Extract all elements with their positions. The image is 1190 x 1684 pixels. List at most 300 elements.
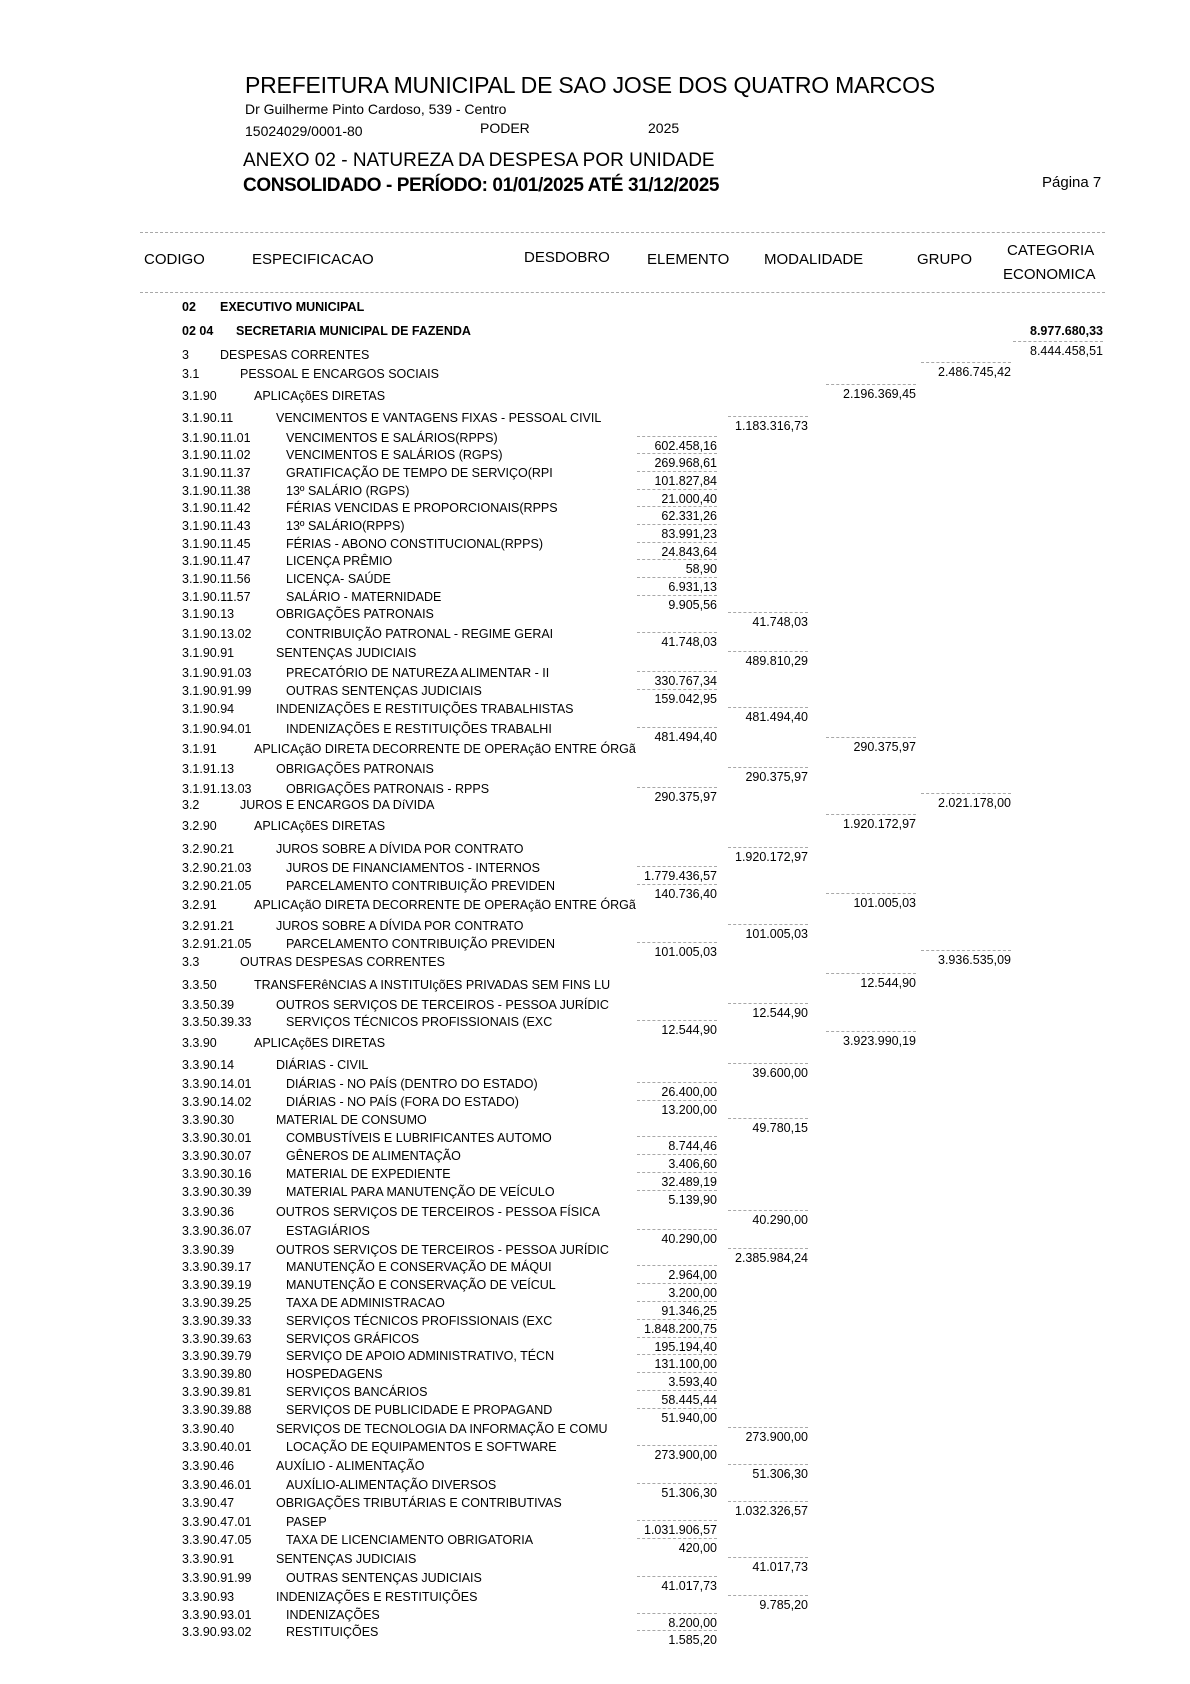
row-description: SALÁRIO - MATERNIDADE: [286, 590, 442, 604]
table-row: [0, 1440, 1190, 1458]
report-header-title: PREFEITURA MUNICIPAL DE SAO JOSE DOS QUATRO MARCOS: [245, 72, 935, 98]
col-header-codigo: CODIGO: [144, 251, 205, 268]
row-code: 3.2.91.21.05: [182, 937, 252, 951]
row-description: SERVIÇOS TÉCNICOS PROFISSIONAIS (EXC: [286, 1314, 553, 1328]
row-description: MATERIAL DE EXPEDIENTE: [286, 1167, 451, 1181]
amount-underline: [728, 767, 808, 768]
row-amount-ele: 39.600,00: [752, 1066, 808, 1080]
amount-underline: [728, 707, 808, 708]
row-amount-mod: 3.923.990,19: [843, 1034, 916, 1048]
row-description: VENCIMENTOS E SALÁRIOS(RPPS): [286, 431, 498, 445]
row-description: GÊNEROS DE ALIMENTAÇÃO: [286, 1149, 461, 1163]
row-description: DIÁRIAS - CIVIL: [276, 1058, 369, 1072]
row-amount-des: 273.900,00: [654, 1448, 717, 1462]
row-description: EXECUTIVO MUNICIPAL: [220, 300, 365, 314]
amount-underline: [728, 1063, 808, 1064]
table-row: [0, 411, 1190, 429]
table-row: [0, 1625, 1190, 1643]
table-row: [0, 1403, 1190, 1421]
amount-underline: [637, 1283, 717, 1284]
row-description: PRECATÓRIO DE NATUREZA ALIMENTAR - II: [286, 666, 550, 680]
row-description: APLICAçõES DIRETAS: [254, 1036, 386, 1050]
row-code: 3.1.90.11.42: [182, 501, 251, 515]
row-description: PESSOAL E ENCARGOS SOCIAIS: [240, 367, 439, 381]
row-description: INDENIZAÇÕES E RESTITUIÇÕES: [276, 1590, 478, 1604]
row-description: PASEP: [286, 1515, 327, 1529]
amount-underline: [728, 1210, 808, 1211]
row-description: OUTROS SERVIÇOS DE TERCEIROS - PESSOA JURÍDIC: [276, 1243, 609, 1257]
row-code: 3.3.90.39.19: [182, 1278, 252, 1292]
row-description: SERVIÇO DE APOIO ADMINISTRATIVO, TÉCN: [286, 1349, 555, 1363]
row-amount-des: 8.200,00: [668, 1616, 717, 1630]
row-description: FÉRIAS - ABONO CONSTITUCIONAL(RPPS): [286, 537, 543, 551]
amount-underline: [637, 489, 717, 490]
amount-underline: [637, 1100, 717, 1101]
row-code: 3.1.90.13.02: [182, 627, 252, 641]
amount-underline: [637, 1229, 717, 1230]
header-divider-top: [140, 232, 1105, 233]
table-row: [0, 448, 1190, 466]
table-row: [0, 1149, 1190, 1167]
table-row: [0, 607, 1190, 625]
row-description: SECRETARIA MUNICIPAL DE FAZENDA: [236, 324, 471, 338]
row-code: 3.1.90.11.38: [182, 484, 251, 498]
row-code: 3.3.90.47.01: [182, 1515, 252, 1529]
amount-underline: [637, 524, 717, 525]
row-code: 3.3.90.47.05: [182, 1533, 252, 1547]
table-row: [0, 1422, 1190, 1440]
table-row: [0, 1385, 1190, 1403]
table-row: [0, 1015, 1190, 1033]
amount-underline: [921, 793, 1011, 794]
row-amount-des: 3.200,00: [668, 1286, 717, 1300]
row-description: SERVIÇOS DE PUBLICIDADE E PROPAGAND: [286, 1403, 553, 1417]
row-description: OBRIGAÇÕES PATRONAIS: [276, 762, 434, 776]
row-code: 3.1: [182, 367, 200, 381]
table-row: [0, 1113, 1190, 1131]
amount-underline: [637, 1337, 717, 1338]
row-code: 3.3.90.39: [182, 1243, 235, 1257]
table-row: [0, 1349, 1190, 1367]
row-code: 3.3.90.30.39: [182, 1185, 252, 1199]
row-amount-des: 40.290,00: [661, 1232, 717, 1246]
table-row: [0, 722, 1190, 740]
col-header-grupo: GRUPO: [917, 251, 973, 268]
table-row: [0, 1478, 1190, 1496]
table-row: [0, 1332, 1190, 1350]
table-row: [0, 572, 1190, 590]
row-description: INDENIZAÇÕES E RESTITUIÇÕES TRABALHI: [286, 722, 552, 736]
table-row: [0, 1036, 1190, 1054]
row-code: 3.3.90.14: [182, 1058, 235, 1072]
header-divider-bottom: [140, 292, 1105, 293]
row-description: APLICAçõES DIRETAS: [254, 819, 386, 833]
row-amount-des: 1.848.200,75: [644, 1322, 717, 1336]
row-code: 3.1.91.13.03: [182, 782, 252, 796]
row-code: 02: [182, 300, 196, 314]
row-amount-cat: 8.444.458,51: [1030, 344, 1103, 358]
row-code: 3.3.90.93.02: [182, 1625, 252, 1639]
row-code: 3.3.90.30.16: [182, 1167, 252, 1181]
row-amount-des: 290.375,97: [654, 790, 717, 804]
row-code: 3.3.90.39.63: [182, 1332, 252, 1346]
row-code: 3.2.90.21: [182, 842, 235, 856]
row-amount-grp: 2.486.745,42: [938, 365, 1011, 379]
table-row: [0, 1314, 1190, 1332]
row-code: 3.3.90.40: [182, 1422, 235, 1436]
row-amount-des: 269.968,61: [654, 456, 717, 470]
amount-underline: [637, 1265, 717, 1266]
header-cnpj: 15024029/0001-80: [245, 123, 363, 139]
row-description: VENCIMENTOS E VANTAGENS FIXAS - PESSOAL CIVIL: [276, 411, 602, 425]
amount-underline: [728, 1595, 808, 1596]
amount-underline: [637, 506, 717, 507]
row-code: 3.3: [182, 955, 200, 969]
row-amount-ele: 290.375,97: [745, 770, 808, 784]
amount-underline: [637, 866, 717, 867]
amount-underline: [728, 1557, 808, 1558]
row-description: SERVIÇOS TÉCNICOS PROFISSIONAIS (EXC: [286, 1015, 553, 1029]
row-code: 3.1.90.91.03: [182, 666, 252, 680]
row-code: 3.1.90.11.43: [182, 519, 251, 533]
amount-underline: [728, 416, 808, 417]
row-amount-des: 330.767,34: [654, 674, 717, 688]
row-description: MATERIAL PARA MANUTENÇÃO DE VEÍCULO: [286, 1185, 555, 1199]
row-amount-des: 13.200,00: [661, 1103, 717, 1117]
row-amount-ele: 41.748,03: [752, 615, 808, 629]
table-row: [0, 1243, 1190, 1261]
table-row: [0, 702, 1190, 720]
row-amount-mod: 12.544,90: [860, 976, 916, 990]
row-amount-des: 481.494,40: [654, 730, 717, 744]
row-description: ESTAGIÁRIOS: [286, 1224, 370, 1238]
amount-underline: [637, 1154, 717, 1155]
row-amount-des: 83.991,23: [661, 527, 717, 541]
row-code: 3.3.90.30.01: [182, 1131, 252, 1145]
row-amount-ele: 1.920.172,97: [735, 850, 808, 864]
amount-underline: [637, 727, 717, 728]
row-amount-des: 26.400,00: [661, 1085, 717, 1099]
table-row: [0, 554, 1190, 572]
table-row: [0, 898, 1190, 916]
row-amount-ele: 49.780,15: [752, 1121, 808, 1135]
row-description: LOCAÇÃO DE EQUIPAMENTOS E SOFTWARE: [286, 1440, 557, 1454]
row-description: LICENÇA- SAÚDE: [286, 572, 391, 586]
row-code: 3.1.90.94.01: [182, 722, 252, 736]
table-row: [0, 431, 1190, 449]
table-row: [0, 466, 1190, 484]
row-description: AUXÍLIO-ALIMENTAÇÃO DIVERSOS: [286, 1478, 497, 1492]
row-code: 3.1.90.11.47: [182, 554, 251, 568]
row-code: 3.3.90.30: [182, 1113, 235, 1127]
row-description: FÉRIAS VENCIDAS E PROPORCIONAIS(RPPS: [286, 501, 558, 515]
row-amount-des: 602.458,16: [654, 439, 717, 453]
row-code: 3.3.90.14.02: [182, 1095, 252, 1109]
table-row: [0, 742, 1190, 760]
row-amount-ele: 41.017,73: [752, 1560, 808, 1574]
row-description: OUTROS SERVIÇOS DE TERCEIROS - PESSOA JURÍDIC: [276, 998, 609, 1012]
amount-underline: [728, 1003, 808, 1004]
row-amount-mod: 2.196.369,45: [843, 387, 916, 401]
table-row: [0, 646, 1190, 664]
row-description: OBRIGAÇÕES PATRONAIS: [276, 607, 434, 621]
row-amount-des: 32.489,19: [661, 1175, 717, 1189]
row-description: OUTROS SERVIÇOS DE TERCEIROS - PESSOA FÍSICA: [276, 1205, 600, 1219]
row-code: 3.1.90.11.02: [182, 448, 251, 462]
row-description: INDENIZAÇÕES E RESTITUIÇÕES TRABALHISTAS: [276, 702, 574, 716]
amount-underline: [728, 1248, 808, 1249]
row-amount-des: 41.017,73: [661, 1579, 717, 1593]
row-code: 3.3.90.39.80: [182, 1367, 252, 1381]
row-description: DESPESAS CORRENTES: [220, 348, 370, 362]
row-amount-des: 24.843,64: [661, 545, 717, 559]
amount-underline: [637, 1613, 717, 1614]
amount-underline: [637, 1630, 717, 1631]
row-description: MANUTENÇÃO E CONSERVAÇÃO DE MÁQUI: [286, 1260, 552, 1274]
row-code: 3.1.90.11.57: [182, 590, 251, 604]
row-code: 3.2: [182, 798, 200, 812]
row-code: 3: [182, 348, 189, 362]
report-period: CONSOLIDADO - PERÍODO: 01/01/2025 ATÉ 31/12/2025: [243, 175, 720, 196]
amount-underline: [637, 1538, 717, 1539]
table-row: [0, 1571, 1190, 1589]
row-code: 3.3.50.39: [182, 998, 235, 1012]
amount-underline: [728, 1427, 808, 1428]
table-row: [0, 537, 1190, 555]
row-amount-des: 3.406,60: [668, 1157, 717, 1171]
amount-underline: [826, 1031, 916, 1032]
amount-underline: [637, 942, 717, 943]
row-code: 3.2.91: [182, 898, 217, 912]
amount-underline: [637, 1172, 717, 1173]
row-amount-des: 62.331,26: [661, 509, 717, 523]
amount-underline: [637, 1408, 717, 1409]
table-row: [0, 978, 1190, 996]
row-amount-mod: 290.375,97: [853, 740, 916, 754]
row-description: APLICAçãO DIRETA DECORRENTE DE OPERAçãO ENTRE ÓRGã: [254, 742, 636, 756]
amount-underline: [826, 384, 916, 385]
row-amount-ele: 9.785,20: [759, 1598, 808, 1612]
amount-underline: [728, 1118, 808, 1119]
row-code: 3.3.90.30.07: [182, 1149, 252, 1163]
row-code: 02 04: [182, 324, 214, 338]
table-row: [0, 1533, 1190, 1551]
row-description: OUTRAS SENTENÇAS JUDICIAIS: [286, 684, 482, 698]
row-code: 3.3.50: [182, 978, 217, 992]
col-header-economica: ECONOMICA: [1003, 266, 1096, 283]
row-description: SENTENÇAS JUDICIAIS: [276, 646, 417, 660]
table-row: [0, 348, 1190, 366]
row-amount-ele: 40.290,00: [752, 1213, 808, 1227]
row-code: 3.1.90.91: [182, 646, 235, 660]
row-amount-grp: 3.936.535,09: [938, 953, 1011, 967]
table-row: [0, 324, 1190, 342]
amount-underline: [728, 924, 808, 925]
amount-underline: [637, 542, 717, 543]
table-row: [0, 1077, 1190, 1095]
table-row: [0, 1552, 1190, 1570]
row-code: 3.3.50.39.33: [182, 1015, 252, 1029]
amount-underline: [1013, 341, 1103, 342]
row-code: 3.3.90.91: [182, 1552, 235, 1566]
row-code: 3.3.90.39.88: [182, 1403, 252, 1417]
row-amount-des: 58.445,44: [661, 1393, 717, 1407]
row-amount-ele: 1.032.326,57: [735, 1504, 808, 1518]
row-code: 3.3.90.93.01: [182, 1608, 252, 1622]
col-header-elemento: ELEMENTO: [647, 251, 730, 268]
amount-underline: [637, 1354, 717, 1355]
row-code: 3.2.90.21.05: [182, 879, 252, 893]
amount-underline: [637, 1390, 717, 1391]
row-amount-grp: 2.021.178,00: [938, 796, 1011, 810]
row-amount-ele: 273.900,00: [745, 1430, 808, 1444]
row-description: PARCELAMENTO CONTRIBUIÇÃO PREVIDEN: [286, 937, 556, 951]
row-amount-des: 6.931,13: [668, 580, 717, 594]
row-description: JUROS DE FINANCIAMENTOS - INTERNOS: [286, 861, 540, 875]
row-description: OBRIGAÇÕES TRIBUTÁRIAS E CONTRIBUTIVAS: [276, 1496, 562, 1510]
header-year: 2025: [648, 120, 680, 136]
row-description: TAXA DE ADMINISTRACAO: [286, 1296, 445, 1310]
row-amount-mod: 101.005,03: [853, 896, 916, 910]
row-amount-des: 1.585,20: [668, 1633, 717, 1647]
header-poder: PODER: [480, 120, 530, 136]
row-amount-ele: 12.544,90: [752, 1006, 808, 1020]
row-code: 3.1.91.13: [182, 762, 235, 776]
row-code: 3.3.90.39.25: [182, 1296, 252, 1310]
table-row: [0, 1515, 1190, 1533]
row-amount-des: 101.827,84: [654, 474, 717, 488]
row-amount-des: 51.940,00: [661, 1411, 717, 1425]
row-description: APLICAçõES DIRETAS: [254, 389, 386, 403]
row-code: 3.3.90.91.99: [182, 1571, 252, 1585]
table-row: [0, 819, 1190, 837]
row-amount-ele: 51.306,30: [752, 1467, 808, 1481]
row-amount-des: 159.042,95: [654, 692, 717, 706]
amount-underline: [637, 1319, 717, 1320]
row-description: SERVIÇOS DE TECNOLOGIA DA INFORMAÇÃO E COMU: [276, 1422, 608, 1436]
amount-underline: [921, 950, 1011, 951]
row-code: 3.1.90.13: [182, 607, 235, 621]
row-code: 3.3.90: [182, 1036, 217, 1050]
row-description: DIÁRIAS - NO PAÍS (FORA DO ESTADO): [286, 1095, 519, 1109]
amount-underline: [637, 1136, 717, 1137]
row-amount-des: 1.031.906,57: [644, 1523, 717, 1537]
row-code: 3.1.90.11.56: [182, 572, 251, 586]
table-row: [0, 919, 1190, 937]
row-code: 3.2.90: [182, 819, 217, 833]
col-header-modalidade: MODALIDADE: [764, 251, 864, 268]
table-row: [0, 937, 1190, 955]
amount-underline: [637, 1483, 717, 1484]
amount-underline: [728, 651, 808, 652]
table-row: [0, 1058, 1190, 1076]
table-row: [0, 1185, 1190, 1203]
amount-underline: [637, 436, 717, 437]
row-code: 3.1.90.11: [182, 411, 234, 425]
row-description: SENTENÇAS JUDICIAIS: [276, 1552, 417, 1566]
row-amount-des: 1.779.436,57: [644, 869, 717, 883]
amount-underline: [728, 612, 808, 613]
amount-underline: [637, 689, 717, 690]
col-header-especificacao: ESPECIFICACAO: [252, 251, 374, 268]
row-code: 3.2.91.21: [182, 919, 235, 933]
row-description: JUROS SOBRE A DÍVIDA POR CONTRATO: [276, 842, 524, 856]
row-code: 3.1.90.11.37: [182, 466, 251, 480]
table-row: [0, 1367, 1190, 1385]
col-header-categoria: CATEGORIA: [1007, 242, 1095, 259]
amount-underline: [826, 814, 916, 815]
table-row: [0, 1205, 1190, 1223]
row-code: 3.3.90.14.01: [182, 1077, 252, 1091]
table-row: [0, 1224, 1190, 1242]
table-row: [0, 627, 1190, 645]
table-row: [0, 762, 1190, 780]
row-description: LICENÇA PRÊMIO: [286, 554, 393, 568]
table-row: [0, 1131, 1190, 1149]
table-row: [0, 1296, 1190, 1314]
table-row: [0, 389, 1190, 407]
row-description: GRATIFICAÇÃO DE TEMPO DE SERVIÇO(RPI: [286, 466, 553, 480]
row-amount-ele: 1.183.316,73: [735, 419, 808, 433]
row-description: DIÁRIAS - NO PAÍS (DENTRO DO ESTADO): [286, 1077, 538, 1091]
row-code: 3.3.90.46: [182, 1459, 235, 1473]
table-row: [0, 1590, 1190, 1608]
amount-underline: [637, 1445, 717, 1446]
amount-underline: [826, 893, 916, 894]
row-description: AUXÍLIO - ALIMENTAÇÃO: [276, 1459, 425, 1473]
row-code: 3.3.90.39.81: [182, 1385, 252, 1399]
page-number: Página 7: [1042, 174, 1102, 191]
row-amount-des: 131.100,00: [654, 1357, 717, 1371]
table-row: [0, 998, 1190, 1016]
row-code: 3.3.90.93: [182, 1590, 235, 1604]
row-amount-mod: 1.920.172,97: [843, 817, 916, 831]
row-code: 3.3.90.36.07: [182, 1224, 252, 1238]
amount-underline: [728, 847, 808, 848]
row-amount-ele: 481.494,40: [745, 710, 808, 724]
row-description: CONTRIBUIÇÃO PATRONAL - REGIME GERAI: [286, 627, 554, 641]
table-row: [0, 1095, 1190, 1113]
row-code: 3.3.90.36: [182, 1205, 235, 1219]
row-amount-ele: 101.005,03: [745, 927, 808, 941]
amount-underline: [637, 1576, 717, 1577]
amount-underline: [637, 1020, 717, 1021]
amount-underline: [826, 973, 916, 974]
table-row: [0, 798, 1190, 816]
amount-underline: [637, 453, 717, 454]
row-description: JUROS SOBRE A DÍVIDA POR CONTRATO: [276, 919, 524, 933]
row-amount-des: 101.005,03: [654, 945, 717, 959]
amount-underline: [637, 1082, 717, 1083]
table-row: [0, 300, 1190, 318]
row-code: 3.1.90.91.99: [182, 684, 252, 698]
table-row: [0, 367, 1190, 385]
amount-underline: [637, 1372, 717, 1373]
amount-underline: [637, 1301, 717, 1302]
row-description: 13º SALÁRIO (RGPS): [286, 484, 410, 498]
row-description: OUTRAS SENTENÇAS JUDICIAIS: [286, 1571, 482, 1585]
row-code: 3.3.90.39.79: [182, 1349, 252, 1363]
row-amount-des: 9.905,56: [668, 598, 717, 612]
amount-underline: [637, 632, 717, 633]
table-row: [0, 879, 1190, 897]
amount-underline: [637, 671, 717, 672]
row-code: 3.1.90.11.01: [182, 431, 251, 445]
table-row: [0, 955, 1190, 973]
amount-underline: [637, 787, 717, 788]
row-code: 3.3.90.39.33: [182, 1314, 252, 1328]
row-amount-des: 21.000,40: [661, 492, 717, 506]
